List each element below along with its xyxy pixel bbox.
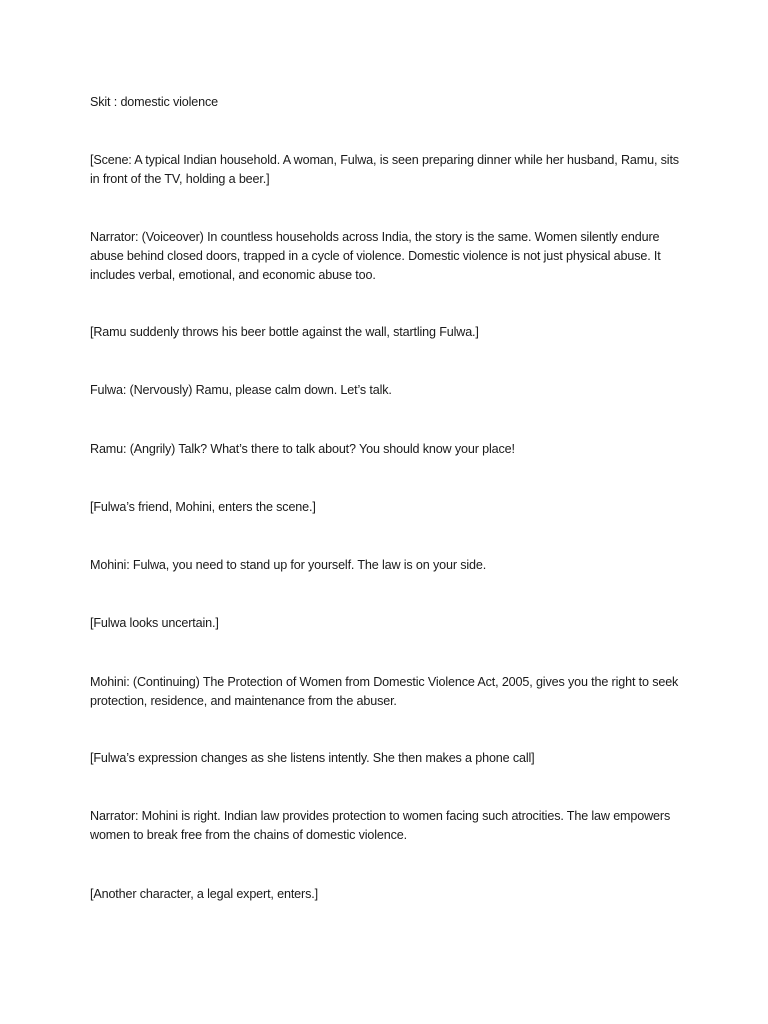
- stage-direction-mohini-enters: [Fulwa’s friend, Mohini, enters the scene.]: [90, 500, 316, 514]
- stage-direction-legal-expert: [Another character, a legal expert, enters.]: [90, 887, 318, 901]
- stage-direction-phone-call: [Fulwa’s expression changes as she listens intently. She then makes a phone call]: [90, 751, 535, 765]
- mohini-line-2: Mohini: (Continuing) The Protection of Women from Domestic Violence Act, 2005, gives you the right to seek protection, residence, and maintenance from the abuser.: [90, 675, 679, 708]
- stage-direction-bottle: [Ramu suddenly throws his beer bottle against the wall, startling Fulwa.]: [90, 325, 479, 339]
- ramu-line: Ramu: (Angrily) Talk? What’s there to talk about? You should know your place!: [90, 442, 515, 456]
- document-title: Skit : domestic violence: [90, 95, 218, 109]
- narrator-line-law: Narrator: Mohini is right. Indian law provides protection to women facing such atrocities. The law empowers women to break free from the chains of domestic violence.: [90, 809, 671, 842]
- fulwa-line: Fulwa: (Nervously) Ramu, please calm down. Let’s talk.: [90, 383, 392, 397]
- mohini-line-1: Mohini: Fulwa, you need to stand up for yourself. The law is on your side.: [90, 558, 487, 572]
- stage-direction-uncertain: [Fulwa looks uncertain.]: [90, 616, 219, 630]
- stage-direction-scene: [Scene: A typical Indian household. A woman, Fulwa, is seen preparing dinner while her husband, Ramu, sits in front of the TV, holding a beer.]: [90, 153, 679, 186]
- narrator-line-intro: Narrator: (Voiceover) In countless households across India, the story is the same. Women silently endure abuse behind closed doors, trapped in a cycle of violence. Domestic violence is not just physical abuse. It includes verbal, emotional, and economic abuse too.: [90, 230, 661, 282]
